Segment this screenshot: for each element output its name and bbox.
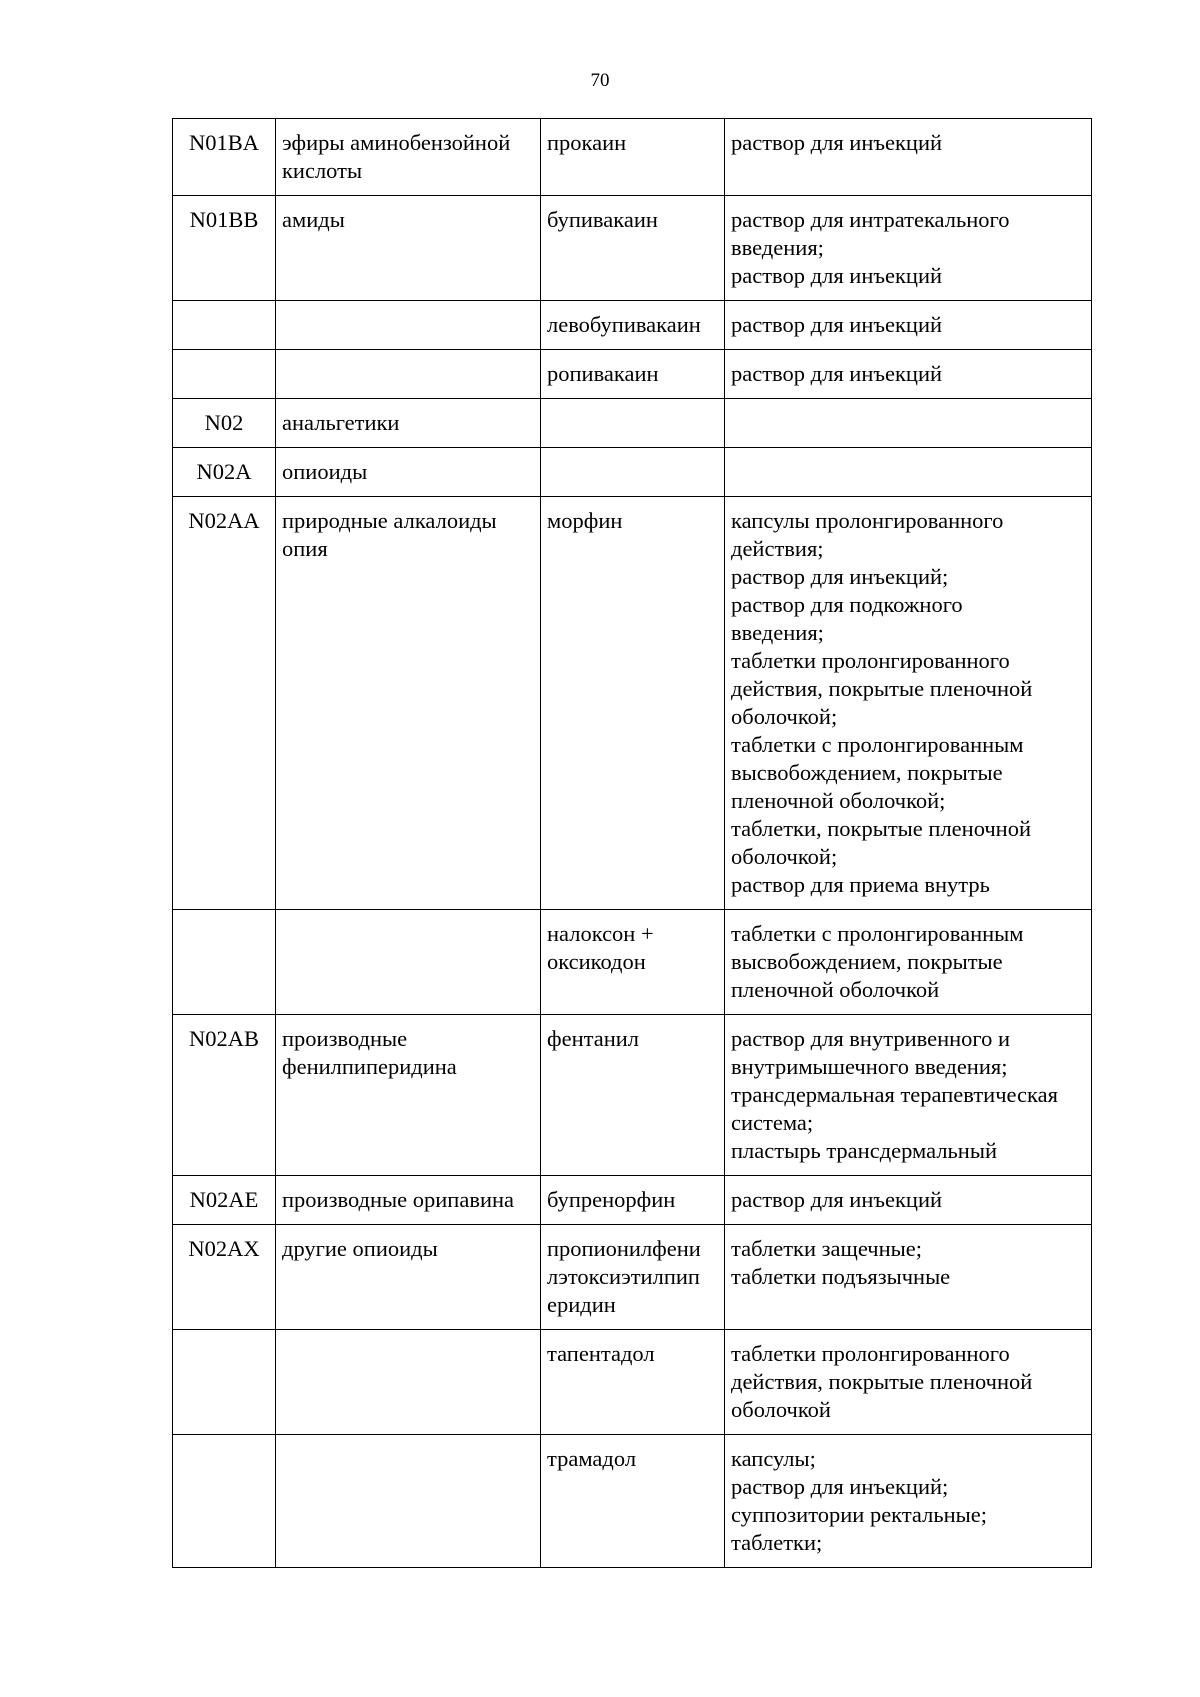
drug-name-cell xyxy=(541,196,725,301)
dosage-forms-cell xyxy=(725,350,1092,399)
anatomical-group-line: опиоиды xyxy=(282,459,368,484)
table-row xyxy=(173,196,1092,301)
drug-name-cell xyxy=(541,1435,725,1568)
drug-name-cell xyxy=(541,1225,725,1330)
dosage-forms-line: раствор для инъекций xyxy=(731,130,943,155)
anatomical-group-cell xyxy=(276,119,541,196)
dosage-forms-line: таблетки пролонгированного xyxy=(731,1341,1010,1366)
anatomical-group-cell xyxy=(276,196,541,301)
dosage-forms-line: раствор для интратекального xyxy=(731,207,1010,232)
anatomical-group-line: природные алкалоиды xyxy=(282,508,497,533)
anatomical-group-cell xyxy=(276,399,541,448)
dosage-forms-cell xyxy=(725,1435,1092,1568)
dosage-forms-line: раствор для инъекций xyxy=(731,263,943,288)
dosage-forms-line: высвобождением, покрытые xyxy=(731,760,1003,785)
anatomical-group-cell xyxy=(276,1225,541,1330)
table-row xyxy=(173,301,1092,350)
dosage-forms-line: раствор для инъекций xyxy=(731,1187,943,1212)
dosage-forms-cell xyxy=(725,1176,1092,1225)
anatomical-group-cell xyxy=(276,1015,541,1176)
dosage-forms-line: высвобождением, покрытые xyxy=(731,949,1003,974)
drug-name-cell xyxy=(541,301,725,350)
drug-name-cell xyxy=(541,1015,725,1176)
table-row xyxy=(173,910,1092,1015)
drug-name-line: тапентадол xyxy=(547,1341,655,1366)
drug-name-cell xyxy=(541,1176,725,1225)
anatomical-group-cell xyxy=(276,497,541,910)
anatomical-group-line: фенилпиперидина xyxy=(282,1054,457,1079)
dosage-forms-line: раствор для инъекций xyxy=(731,312,943,337)
atc-code-cell: N02AE xyxy=(173,1176,276,1225)
drug-name-line: левобупивакаин xyxy=(547,312,701,337)
dosage-forms-line: раствор для инъекций; xyxy=(731,1474,949,1499)
drug-name-line: налоксон + xyxy=(547,921,654,946)
dosage-forms-cell xyxy=(725,1330,1092,1435)
dosage-forms-line: раствор для инъекций xyxy=(731,361,943,386)
dosage-forms-line: таблетки с пролонгированным xyxy=(731,732,1024,757)
dosage-forms-line: действия, покрытые пленочной xyxy=(731,676,1033,701)
dosage-forms-line: таблетки защечные; xyxy=(731,1236,922,1261)
atc-code-cell: N01BA xyxy=(173,119,276,196)
dosage-forms-line: раствор для приема внутрь xyxy=(731,872,990,897)
drug-name-line: бупивакаин xyxy=(547,207,658,232)
anatomical-group-line: производные xyxy=(282,1026,408,1051)
anatomical-group-line: амиды xyxy=(282,207,345,232)
table-row xyxy=(173,1015,1092,1176)
dosage-forms-line: пленочной оболочкой; xyxy=(731,788,946,813)
dosage-forms-line: оболочкой; xyxy=(731,704,838,729)
dosage-forms-line: действия, покрытые пленочной xyxy=(731,1369,1033,1394)
dosage-forms-line: оболочкой; xyxy=(731,844,838,869)
dosage-forms-line: таблетки; xyxy=(731,1530,823,1555)
dosage-forms-line: действия; xyxy=(731,536,824,561)
dosage-forms-cell xyxy=(725,448,1092,497)
dosage-forms-line: суппозитории ректальные; xyxy=(731,1502,987,1527)
anatomical-group-line: кислоты xyxy=(282,158,363,183)
dosage-forms-line: таблетки, покрытые пленочной xyxy=(731,816,1032,841)
drug-name-line: еридин xyxy=(547,1292,616,1317)
atc-code-cell xyxy=(173,350,276,399)
anatomical-group-cell xyxy=(276,910,541,1015)
dosage-forms-line: таблетки подъязычные xyxy=(731,1264,951,1289)
table-row xyxy=(173,448,1092,497)
atc-code-cell: N02AA xyxy=(173,497,276,910)
dosage-forms-line: таблетки пролонгированного xyxy=(731,648,1010,673)
dosage-forms-line: трансдермальная терапевтическая xyxy=(731,1082,1058,1107)
dosage-forms-line: система; xyxy=(731,1110,814,1135)
anatomical-group-cell xyxy=(276,448,541,497)
dosage-forms-line: таблетки с пролонгированным xyxy=(731,921,1024,946)
drug-table xyxy=(172,118,1092,1568)
table-row xyxy=(173,1176,1092,1225)
dosage-forms-line: оболочкой xyxy=(731,1397,831,1422)
dosage-forms-cell xyxy=(725,1225,1092,1330)
dosage-forms-cell xyxy=(725,301,1092,350)
atc-code-cell: N02AX xyxy=(173,1225,276,1330)
anatomical-group-line: эфиры аминобензойной xyxy=(282,130,511,155)
anatomical-group-line: другие опиоиды xyxy=(282,1236,438,1261)
dosage-forms-cell xyxy=(725,910,1092,1015)
dosage-forms-line: раствор для внутривенного и xyxy=(731,1026,1011,1051)
dosage-forms-line: капсулы пролонгированного xyxy=(731,508,1004,533)
anatomical-group-cell xyxy=(276,1330,541,1435)
drug-name-cell xyxy=(541,399,725,448)
drug-name-line: ропивакаин xyxy=(547,361,659,386)
drug-name-line: оксикодон xyxy=(547,949,646,974)
drug-name-cell xyxy=(541,448,725,497)
atc-code-cell xyxy=(173,301,276,350)
drug-name-cell xyxy=(541,497,725,910)
table-row xyxy=(173,1225,1092,1330)
dosage-forms-line: внутримышечного введения; xyxy=(731,1054,1008,1079)
drug-name-cell xyxy=(541,910,725,1015)
drug-name-line: морфин xyxy=(547,508,623,533)
drug-name-line: бупренорфин xyxy=(547,1187,676,1212)
dosage-forms-cell xyxy=(725,196,1092,301)
dosage-forms-line: раствор для инъекций; xyxy=(731,564,949,589)
anatomical-group-cell xyxy=(276,350,541,399)
table-row xyxy=(173,119,1092,196)
atc-code-cell: N02AB xyxy=(173,1015,276,1176)
drug-name-line: прокаин xyxy=(547,130,627,155)
dosage-forms-line: пластырь трансдермальный xyxy=(731,1138,998,1163)
dosage-forms-line: раствор для подкожного xyxy=(731,592,963,617)
dosage-forms-cell xyxy=(725,497,1092,910)
page-number: 70 xyxy=(590,70,610,91)
anatomical-group-cell xyxy=(276,1176,541,1225)
table-row xyxy=(173,1330,1092,1435)
table-row xyxy=(173,1435,1092,1568)
anatomical-group-cell xyxy=(276,1435,541,1568)
dosage-forms-cell xyxy=(725,1015,1092,1176)
table-body xyxy=(173,119,1092,1568)
atc-code-cell xyxy=(173,1330,276,1435)
dosage-forms-line: пленочной оболочкой xyxy=(731,977,940,1002)
table-row xyxy=(173,399,1092,448)
anatomical-group-line: производные орипавина xyxy=(282,1187,515,1212)
drug-name-cell xyxy=(541,1330,725,1435)
anatomical-group-line: опия xyxy=(282,536,328,561)
dosage-forms-cell xyxy=(725,399,1092,448)
drug-name-line: трамадол xyxy=(547,1446,637,1471)
drug-name-cell xyxy=(541,350,725,399)
anatomical-group-line: анальгетики xyxy=(282,410,400,435)
dosage-forms-line: введения; xyxy=(731,235,824,260)
drug-name-line: лэтоксиэтилпип xyxy=(547,1264,700,1289)
drug-name-cell xyxy=(541,119,725,196)
atc-code-cell xyxy=(173,1435,276,1568)
dosage-forms-line: капсулы; xyxy=(731,1446,816,1471)
drug-name-line: пропионилфени xyxy=(547,1236,701,1261)
atc-code-cell: N02 xyxy=(173,399,276,448)
drug-name-line: фентанил xyxy=(547,1026,640,1051)
atc-code-cell: N01BB xyxy=(173,196,276,301)
dosage-forms-line: введения; xyxy=(731,620,824,645)
table-row xyxy=(173,497,1092,910)
anatomical-group-cell xyxy=(276,301,541,350)
table-row xyxy=(173,350,1092,399)
dosage-forms-cell xyxy=(725,119,1092,196)
atc-code-cell xyxy=(173,910,276,1015)
atc-code-cell: N02A xyxy=(173,448,276,497)
